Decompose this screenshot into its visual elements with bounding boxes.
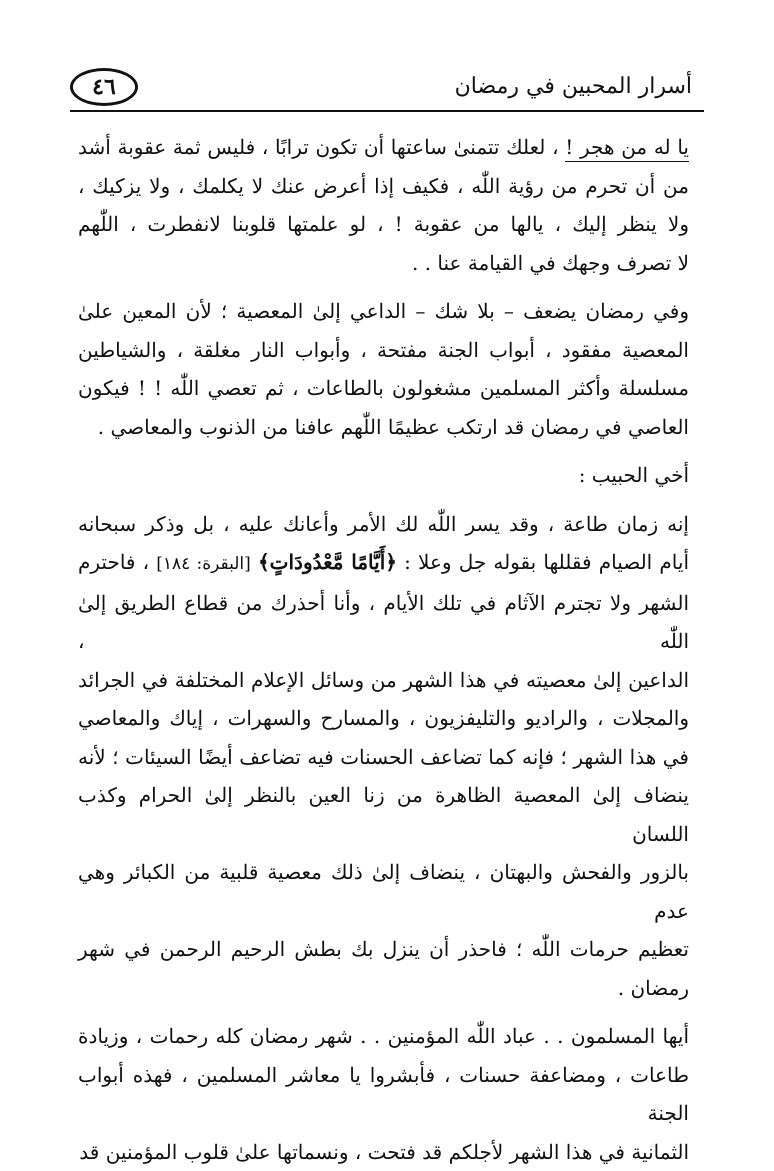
text-line (78, 331, 689, 370)
running-header (70, 66, 704, 112)
paragraph (78, 456, 689, 495)
paragraph (78, 292, 689, 446)
quran-verse: ﴿أَيَّامًا مَّعْدُودَاتٍ﴾ (258, 550, 397, 574)
text-line (78, 930, 689, 969)
text-line (78, 408, 689, 447)
text-run: ، فاحترم (78, 550, 149, 574)
text-line (78, 1017, 689, 1056)
text-run: ، لعلك تتمنىٰ ساعتها أن تكون ترابًا ، فليس ثمة عقوبة أشد (78, 135, 559, 159)
text-line (78, 505, 689, 544)
text-run: وفي رمضان يضعف – بلا شك – الداعي إلىٰ المعصية ؛ لأن المعين علىٰ (78, 299, 689, 323)
text-run: ينضاف إلىٰ المعصية الظاهرة من زنا العين بالنظر إلىٰ الحرام وكذب اللسان (78, 783, 689, 846)
text-line (78, 738, 689, 777)
text-run: لا تصرف وجهك في القيامة عنا . . (412, 251, 689, 275)
text-run: الداعين إلىٰ معصيته في هذا الشهر من وسائل الإعلام المختلفة في الجرائد (78, 668, 689, 692)
text-run: أيام الصيام فقللها بقوله جل وعلا : (404, 550, 689, 574)
text-run: المعصية مفقود ، أبواب الجنة مفتحة ، وأبواب النار مغلقة ، والشياطين (78, 338, 689, 362)
text-line (78, 1133, 689, 1171)
text-run: تعظيم حرمات اللّٰه ؛ فاحذر أن ينزل بك بطش الرحيم الرحمن في شهر (78, 937, 689, 961)
underlined-phrase: يا له من هجر ! (565, 135, 689, 162)
text-line (78, 205, 689, 244)
header-divider (70, 110, 704, 112)
text-run: إنه زمان طاعة ، وقد يسر اللّٰه لك الأمر وأعانك عليه ، بل وذكر سبحانه (78, 512, 689, 536)
text-run: الثمانية في هذا الشهر لأجلكم قد فتحت ، ونسماتها علىٰ قلوب المؤمنين قد (79, 1140, 689, 1164)
text-line (78, 776, 689, 853)
text-line (78, 128, 689, 167)
text-line (78, 584, 689, 661)
text-run: رمضان . (618, 976, 689, 1000)
text-line (78, 167, 689, 206)
text-run: مسلسلة وأكثر المسلمين مشغولون بالطاعات ، ثم تعصي اللّٰه ! ! فيكون (78, 376, 689, 400)
text-line (78, 969, 689, 1008)
text-run: الشهر ولا تجترم الآثام في تلك الأيام ، وأنا أحذرك من قطاع الطريق إلىٰ اللّٰه ، (78, 591, 689, 654)
text-line (78, 292, 689, 331)
text-run: في هذا الشهر ؛ فإنه كما تضاعف الحسنات فيه تضاعف أيضًا السيئات ؛ لأنه (78, 745, 689, 769)
text-line (78, 456, 689, 495)
page-number-badge: ٤٦ (70, 68, 138, 106)
text-run: أخي الحبيب : (579, 463, 689, 487)
text-line (78, 699, 689, 738)
text-run: أيها المسلمون . . عباد اللّٰه المؤمنين . . شهر رمضان كله رحمات ، وزيادة (78, 1024, 689, 1048)
paragraph (78, 505, 689, 1008)
paragraph (78, 1017, 689, 1171)
text-run: من أن تحرم من رؤية اللّٰه ، فكيف إذا أعرض عنك لا يكلمك ، ولا يزكيك ، (78, 174, 689, 198)
text-line (78, 1056, 689, 1133)
text-line (78, 543, 689, 584)
text-line (78, 853, 689, 930)
body-text (78, 128, 689, 1171)
text-run: طاعات ، ومضاعفة حسنات ، فأبشروا يا معاشر المسلمين ، فهذه أبواب الجنة (78, 1063, 689, 1126)
paragraph (78, 128, 689, 282)
text-run: ولا ينظر إليك ، يالها من عقوبة ! ، لو علمتها قلوبنا لانفطرت ، اللّٰهم (78, 212, 689, 236)
text-line (78, 244, 689, 283)
text-line (78, 661, 689, 700)
text-run: والمجلات ، والراديو والتليفزيون ، والمسارح والسهرات ، إياك والمعاصي (78, 706, 689, 730)
text-run: العاصي في رمضان قد ارتكب عظيمًا اللّٰهم عافنا من الذنوب والمعاصي . (98, 415, 689, 439)
verse-reference: [البقرة: ١٨٤] (156, 554, 251, 574)
text-run: بالزور والفحش والبهتان ، ينضاف إلىٰ ذلك معصية قلبية من الكبائر وهي عدم (78, 860, 689, 923)
text-line (78, 369, 689, 408)
book-title: أسرار المحبين في رمضان (455, 72, 692, 102)
